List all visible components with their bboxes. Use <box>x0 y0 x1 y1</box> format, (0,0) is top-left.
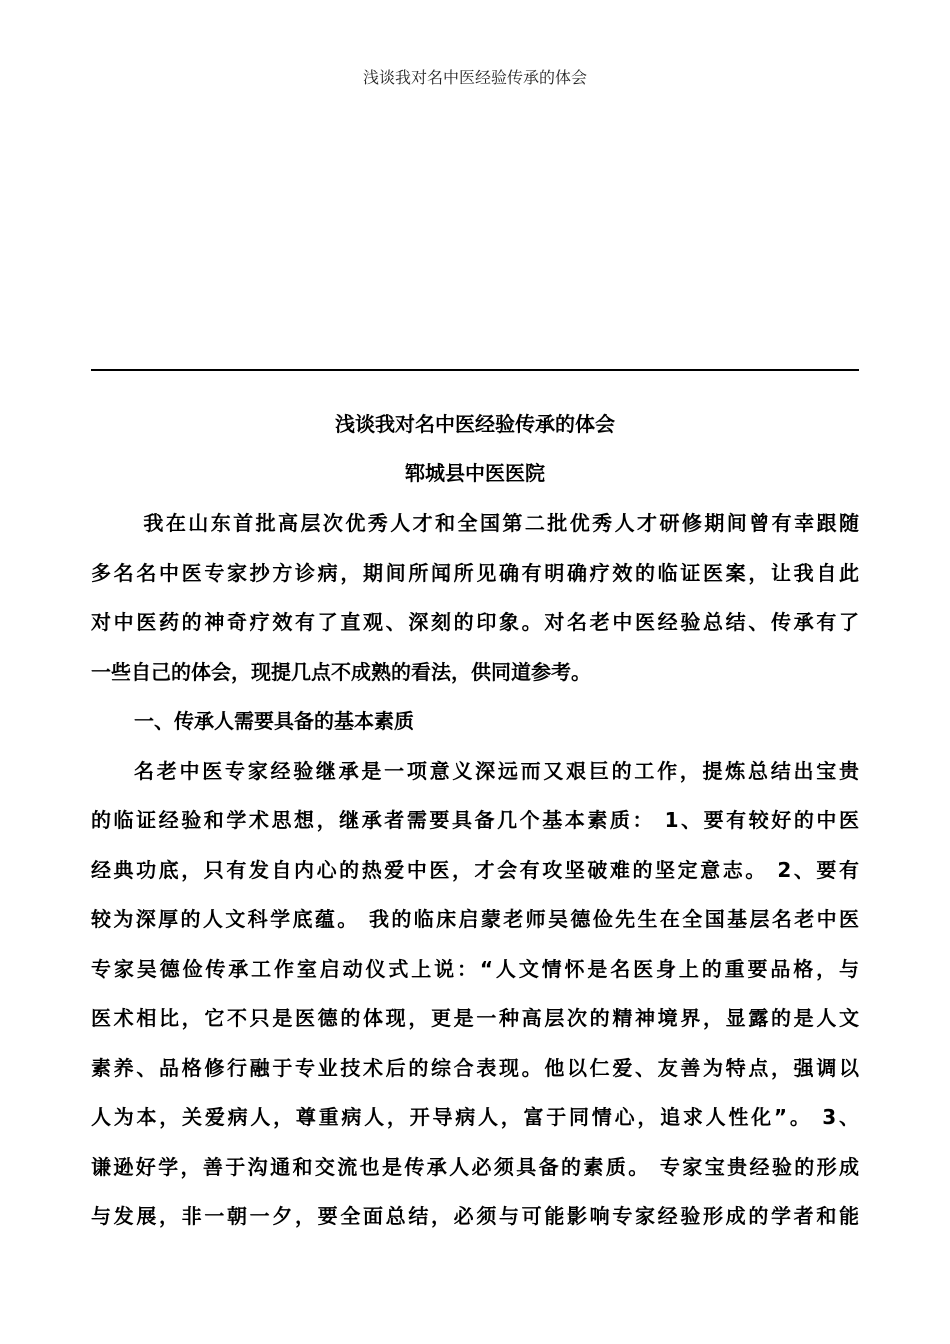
text-line: 医术相比，它不只是医德的体现，更是一种高层次的精神境界，显露的是人文 <box>91 1006 859 1030</box>
text-line: 谦逊好学，善于沟通和交流也是传承人必须具备的素质。 专家宝贵经验的形成 <box>91 1155 859 1179</box>
page-header: 浅谈我对名中医经验传承的体会 <box>362 68 587 87</box>
section-heading: 一、传承人需要具备的基本素质 <box>134 709 414 733</box>
text-line: 对中医药的神奇疗效有了直观、深刻的印象。对名老中医经验总结、传承有了 <box>91 610 859 634</box>
text-line: 专家吴德俭传承工作室启动仪式上说：“人文情怀是名医身上的重要品格，与 <box>91 957 859 981</box>
text-line: 我在山东首批高层次优秀人才和全国第二批优秀人才研修期间曾有幸跟随 <box>121 511 859 535</box>
text-line: 一些自己的体会，现提几点不成熟的看法，供同道参考。 <box>91 660 591 684</box>
text-line: 名老中医专家经验继承是一项意义深远而又艰巨的工作，提炼总结出宝贵 <box>134 759 859 783</box>
text-line: 经典功底，只有发自内心的热爱中医，才会有攻坚破难的坚定意志。 2、要有 <box>91 858 859 882</box>
document-title: 浅谈我对名中医经验传承的体会 <box>335 412 615 436</box>
text-line: 人为本，关爱病人，尊重病人，开导病人，富于同情心，追求人性化”。 3、 <box>91 1105 859 1129</box>
text-line: 多名名中医专家抄方诊病，期间所闻所见确有明确疗效的临证医案，让我自此 <box>91 561 859 585</box>
header-rule <box>91 369 859 371</box>
text-line: 与发展，非一朝一夕，要全面总结，必须与可能影响专家经验形成的学者和能 <box>91 1204 859 1228</box>
text-line: 的临证经验和学术思想，继承者需要具备几个基本素质： 1、要有较好的中医 <box>91 808 859 832</box>
text-line: 较为深厚的人文科学底蕴。 我的临床启蒙老师吴德俭先生在全国基层名老中医 <box>91 907 859 931</box>
text-line: 素养、品格修行融于专业技术后的综合表现。他以仁爱、友善为特点，强调以 <box>91 1056 859 1080</box>
document-organization: 郓城县中医医院 <box>405 461 545 485</box>
